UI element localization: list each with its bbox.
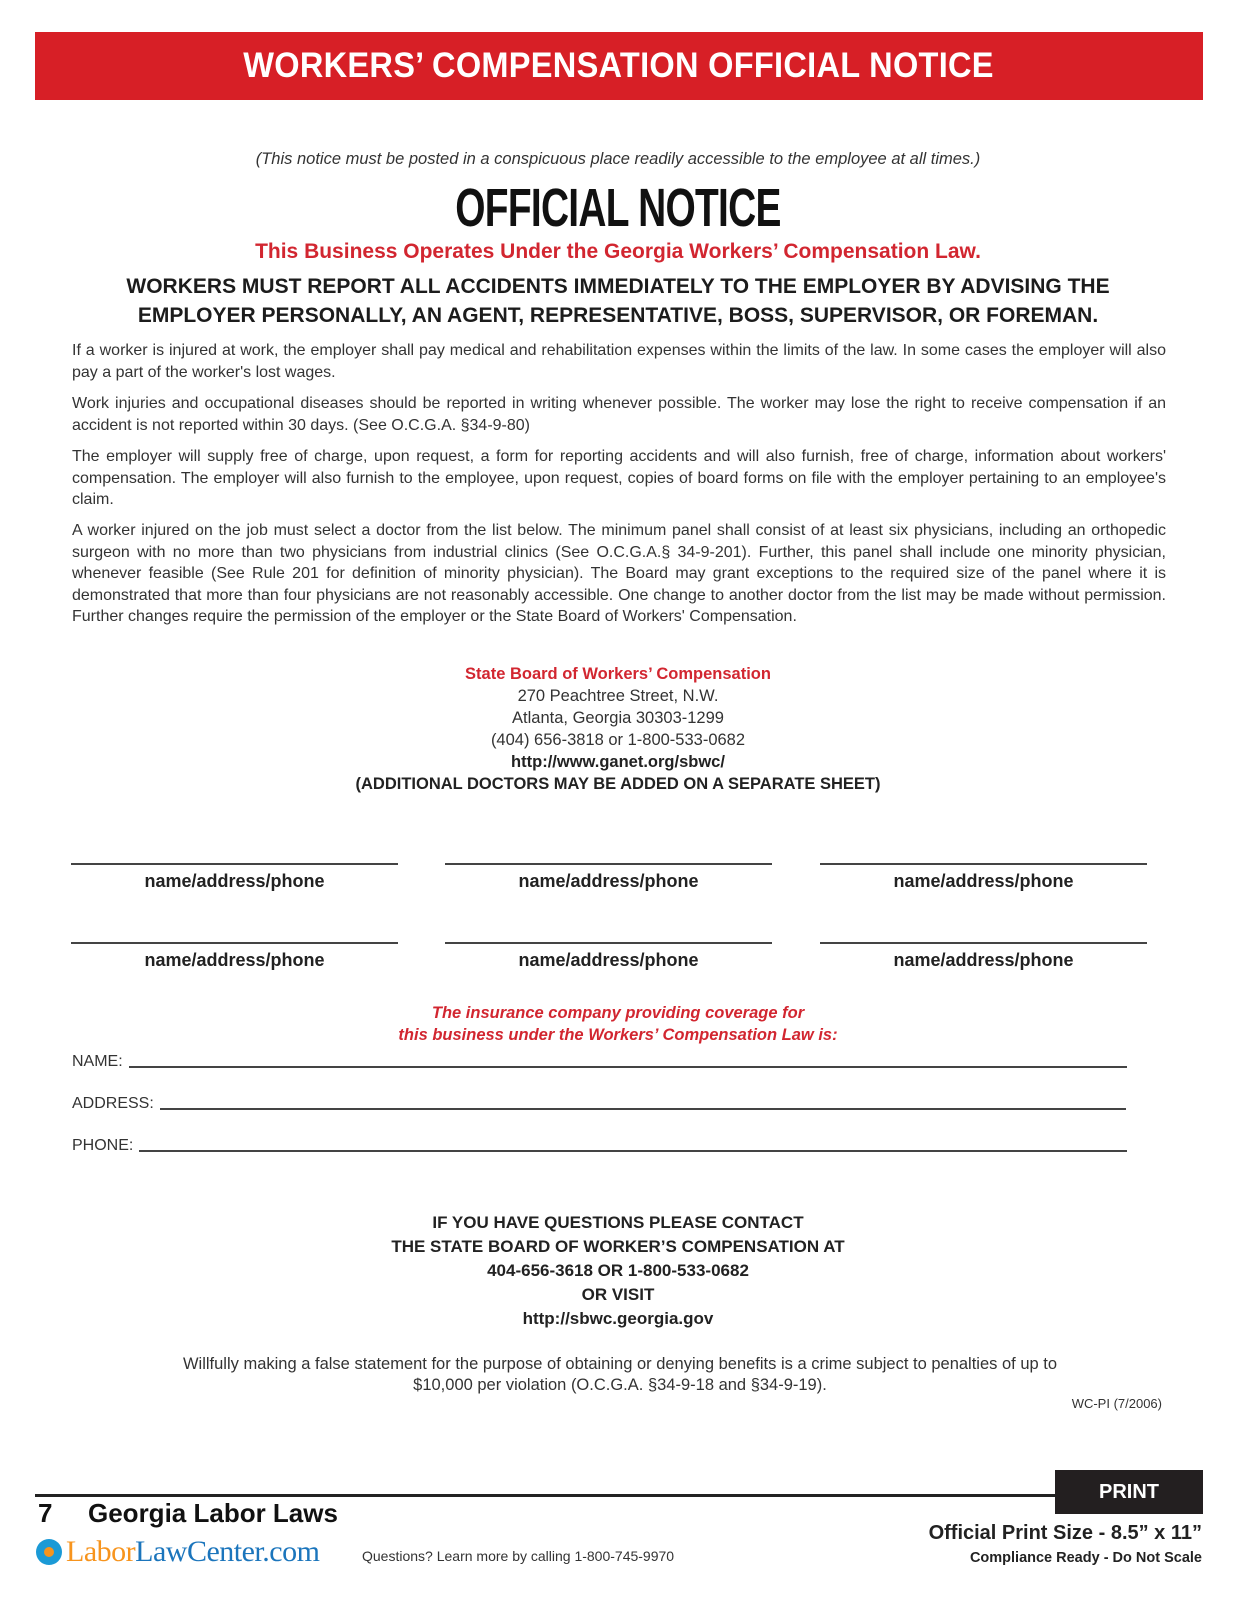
additional-doctors-note: (ADDITIONAL DOCTORS MAY BE ADDED ON A SEPARATE SHEET) — [355, 775, 881, 793]
paragraph-forms: The employer will supply free of charge, upon request, a form for reporting accidents and will also furnish, free of charge, information about workers' compensation. The employer will also furnish to the employee, upon request, copies of board forms on file with the employer pertaining to an employee's claim. — [72, 448, 1166, 508]
board-name: State Board of Workers’ Compensation — [465, 665, 771, 683]
doctor-slot-line[interactable] — [445, 942, 772, 944]
insurance-heading-line-2: this business under the Workers’ Compensation Law is: — [398, 1026, 838, 1044]
warning-line-2: EMPLOYER PERSONALLY, AN AGENT, REPRESENTATIVE, BOSS, SUPERVISOR, OR FOREMAN. — [137, 304, 1099, 327]
laborlawcenter-logo[interactable] — [36, 1535, 319, 1569]
questions-phone-text: Questions? Learn more by calling 1-800-745-9970 — [362, 1548, 675, 1564]
insurer-phone-line[interactable] — [139, 1150, 1127, 1152]
footer-divider — [35, 1494, 1065, 1497]
logo-text-labor: Labor — [66, 1535, 136, 1568]
insurer-name-line[interactable] — [129, 1066, 1127, 1068]
notice-subtitle: This Business Operates Under the Georgia Workers’ Compensation Law. — [255, 240, 981, 263]
board-url-link[interactable]: http://www.ganet.org/sbwc/ — [511, 753, 725, 771]
questions-contact-block — [0, 1211, 1236, 1331]
insurer-phone-field[interactable] — [72, 1137, 1127, 1155]
insurer-address-line[interactable] — [160, 1108, 1126, 1110]
insurance-heading-line-1: The insurance company providing coverage for — [431, 1004, 805, 1022]
paragraph-reporting: Work injuries and occupational diseases should be reported in writing whenever possible. The worker may lose the right to receive compensation if an accident is not reported within 30 days. (See O.C.G.A. §34-9-80) — [72, 395, 1166, 434]
form-code: WC-PI (7/2006) — [1071, 1396, 1162, 1411]
contact-line-1: IF YOU HAVE QUESTIONS PLEASE CONTACT — [432, 1213, 804, 1232]
insurer-address-field[interactable] — [72, 1095, 1126, 1113]
doctor-slot-line[interactable] — [445, 863, 772, 865]
contact-url-link[interactable]: http://sbwc.georgia.gov — [522, 1309, 714, 1328]
print-button[interactable]: PRINT — [1055, 1470, 1203, 1514]
official-print-size: Official Print Size - 8.5” x 11” — [928, 1522, 1202, 1544]
doctor-slot-label: name/address/phone — [893, 871, 1074, 891]
insurer-name-label: NAME: — [72, 1053, 123, 1070]
insurer-phone-label: PHONE: — [72, 1137, 134, 1154]
logo-text-lawcenter: LawCenter.com — [135, 1535, 320, 1568]
banner-title: WORKERS’ COMPENSATION OFFICIAL NOTICE — [243, 46, 995, 85]
board-street: 270 Peachtree Street, N.W. — [517, 687, 719, 705]
page-title: OFFICIAL NOTICE — [455, 178, 781, 238]
doctor-slot-line[interactable] — [71, 942, 398, 944]
doctor-slot-line[interactable] — [820, 942, 1147, 944]
board-city: Atlanta, Georgia 30303-1299 — [512, 709, 724, 727]
insurer-name-field[interactable] — [72, 1053, 1127, 1071]
fraud-warning — [90, 1354, 1150, 1396]
state-label: Georgia Labor Laws — [88, 1498, 338, 1528]
doctor-slot-label: name/address/phone — [144, 871, 325, 891]
logo-sun-icon — [36, 1539, 62, 1565]
doctor-slot-label: name/address/phone — [144, 950, 325, 970]
insurer-address-label: ADDRESS: — [72, 1095, 154, 1112]
fraud-warning-line-2: $10,000 per violation (O.C.G.A. §34-9-18 and §34-9-19). — [413, 1376, 827, 1394]
doctor-slot-label: name/address/phone — [518, 871, 699, 891]
page-number: 7 — [38, 1498, 53, 1528]
board-contact-block — [0, 663, 1236, 795]
contact-line-2: THE STATE BOARD OF WORKER’S COMPENSATION AT — [391, 1237, 845, 1256]
contact-line-4: OR VISIT — [581, 1285, 655, 1304]
posting-instruction: (This notice must be posted in a conspicuous place readily accessible to the employee at all times.) — [255, 150, 981, 168]
warning-line-1: WORKERS MUST REPORT ALL ACCIDENTS IMMEDIATELY TO THE EMPLOYER BY ADVISING THE — [126, 275, 1110, 298]
doctor-slot-label: name/address/phone — [518, 950, 699, 970]
doctor-slot-label: name/address/phone — [893, 950, 1074, 970]
header-banner — [35, 32, 1203, 100]
contact-phone: 404-656-3618 OR 1-800-533-0682 — [487, 1261, 749, 1280]
board-phone: (404) 656-3818 or 1-800-533-0682 — [490, 731, 746, 749]
doctor-slot-line[interactable] — [820, 863, 1147, 865]
paragraph-benefits: If a worker is injured at work, the employer shall pay medical and rehabilitation expenses within the limits of the law. In some cases the employer will also pay a part of the worker's lost wages. — [72, 342, 1166, 381]
doctor-slot-line[interactable] — [71, 863, 398, 865]
paragraph-doctor-panel: A worker injured on the job must select a doctor from the list below. The minimum panel shall consist of at least six physicians, including an orthopedic surgeon with no more than two physicians from industrial clinics (See O.C.G.A.§ 34-9-201). Further, this panel shall include one minority physician, whenever feasible (See Rule 201 for definition of minority physician). The Board may grant exceptions to the required size of the panel where it is demonstrated that more than four physicians are not reasonably accessible. One change to another doctor from the list may be made without permission. Further changes require the permission of the employer or the State Board of Workers' Compensation. — [72, 522, 1166, 625]
reporting-warning — [0, 272, 1236, 330]
insurance-heading — [0, 1002, 1236, 1046]
compliance-note: Compliance Ready - Do Not Scale — [969, 1550, 1202, 1566]
fraud-warning-line-1: Willfully making a false statement for the purpose of obtaining or denying benefits is a crime subject to penalties of up to — [182, 1355, 1058, 1373]
